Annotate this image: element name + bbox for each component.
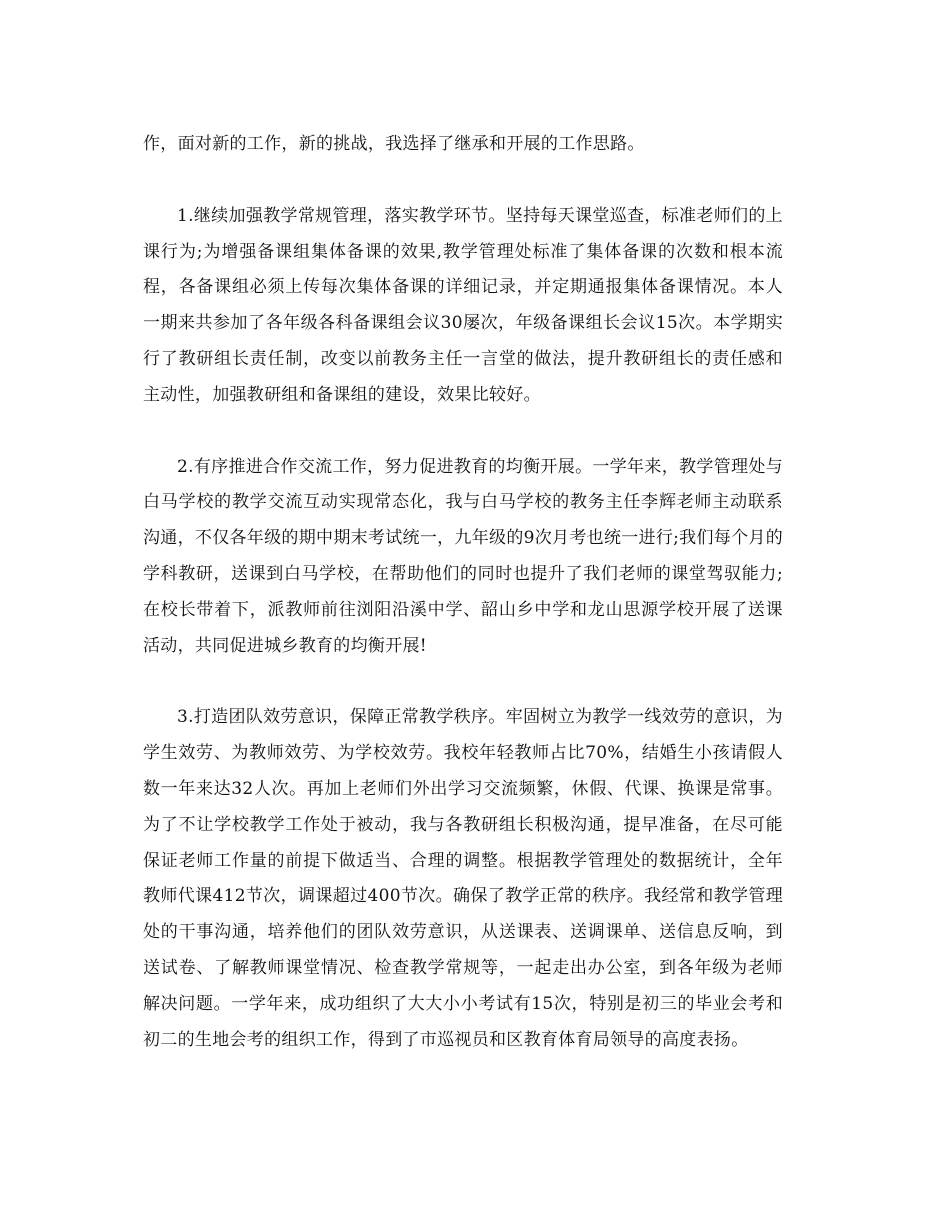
paragraph-gap [143, 664, 783, 700]
paragraph-item-1: 1.继续加强教学常规管理，落实教学环节。坚持每天课堂巡查，标准老师们的上课行为;为增强备课组集体备课的效果,教学管理处标准了集体备课的次数和根本流程，各备课组必须上传每次集体备课的详细记录，并定期通报集体备课情况。本人一期来共参加了各年级各科备课组会议30屡次，年级备课组长会议15次。本学期实行了教研组长责任制，改变以前教务主任一言堂的做法，提升教研组长的责任感和主动性，加强教研组和备课组的建设，效果比较好。 [143, 205, 783, 405]
paragraph-continuation: 作，面对新的工作，新的挑战，我选择了继承和开展的工作思路。 [143, 134, 645, 154]
paragraph-item-3: 3.打造团队效劳意识，保障正常教学秩序。牢固树立为教学一线效劳的意识，为学生效劳、为教师效劳、为学校效劳。我校年轻教师占比70%，结婚生小孩请假人数一年来达32人次。再加上老师们外出学习交流频繁，休假、代课、换课是常事。为了不让学校教学工作处于被动，我与各教研组长积极沟通，提早准备，在尽可能保证老师工作量的前提下做适当、合理的调整。根据教学管理处的数据统计，全年教师代课412节次，调课超过400节次。确保了教学正常的秩序。我经常和教学管理处的干事沟通，培养他们的团队效劳意识，从送课表、送调课单、送信息反响，到送试卷、了解教师课堂情况、检查教学常规等，一起走出办公室，到各年级为老师解决问题。一学年来，成功组织了大大小小考试有15次，特别是初三的毕业会考和初二的生地会考的组织工作，得到了市巡视员和区教育体育局领导的高度表扬。 [143, 707, 783, 1050]
paragraph-gap [143, 163, 783, 199]
paragraph-item-2: 2.有序推进合作交流工作，努力促进教育的均衡开展。一学年来，教学管理处与白马学校的教学交流互动实现常态化，我与白马学校的教务主任李辉老师主动联系沟通，不仅各年级的期中期末考试统一，九年级的9次月考也统一进行;我们每个月的学科教研，送课到白马学校，在帮助他们的同时也提升了我们老师的课堂驾驭能力;在校长带着下，派教师前往浏阳沿溪中学、韶山乡中学和龙山思源学校开展了送课活动，共同促进城乡教育的均衡开展! [143, 456, 783, 656]
paragraph-gap [143, 414, 783, 450]
document-page [143, 127, 783, 1058]
